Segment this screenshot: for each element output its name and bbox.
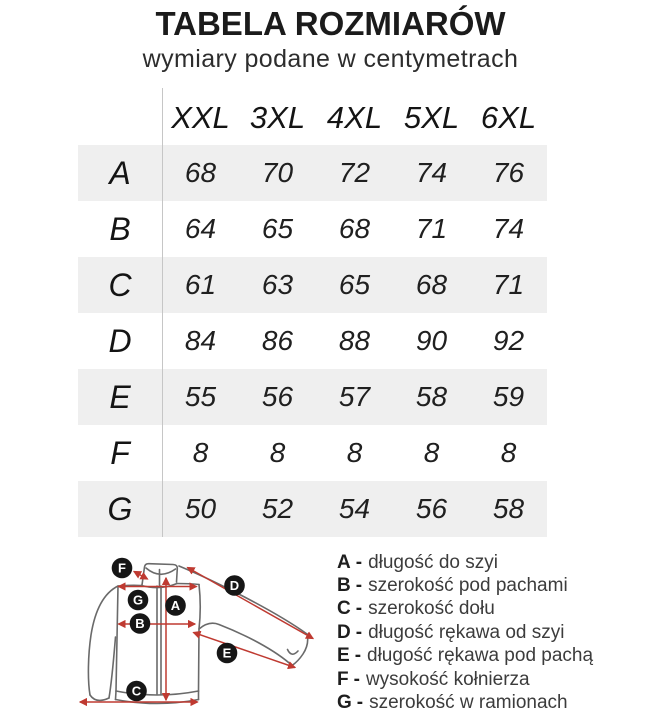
jacket-diagram <box>60 545 340 715</box>
row-label: D <box>108 322 132 359</box>
table-row-a <box>78 145 547 201</box>
size-value-cell: 74 <box>415 157 448 188</box>
legend-text: długość do szyi <box>368 551 498 573</box>
size-col-header-4xl: 4XL <box>326 99 383 135</box>
page-title: TABELA ROZMIARÓW <box>155 5 506 42</box>
row-label: B <box>109 210 131 247</box>
legend-dash: - <box>355 621 363 643</box>
legend-dash: - <box>355 551 363 573</box>
size-value-cell: 57 <box>338 381 371 412</box>
legend-letter: G <box>337 692 352 714</box>
row-label: C <box>108 266 132 303</box>
size-value-cell: 64 <box>184 213 217 244</box>
row-label: F <box>110 434 130 471</box>
size-value-cell: 58 <box>415 381 448 412</box>
svg-text:G: G <box>132 592 144 608</box>
legend-dash: - <box>353 668 360 690</box>
table-column-divider <box>162 88 163 537</box>
badge-d <box>224 575 245 596</box>
size-value-cell: 55 <box>184 381 217 412</box>
table-row-c <box>78 257 547 313</box>
measure-line-d <box>188 568 314 639</box>
page-subtitle: wymiary podane w centymetrach <box>142 45 519 73</box>
table-row-d <box>78 313 547 369</box>
size-value-cell: 63 <box>261 269 294 300</box>
legend-item-g <box>337 691 593 714</box>
size-value-cell: 50 <box>184 493 217 524</box>
legend-letter: B <box>337 575 351 597</box>
size-value-cell: 8 <box>500 437 517 468</box>
badge-c <box>126 681 147 702</box>
size-value-cell: 71 <box>415 213 448 244</box>
table-row-e <box>78 369 547 425</box>
legend-text: szerokość dołu <box>368 598 495 620</box>
row-label: A <box>109 154 131 191</box>
size-value-cell: 74 <box>492 213 525 244</box>
table-row-b <box>78 201 547 257</box>
size-col-header-3xl: 3XL <box>249 99 306 135</box>
size-table <box>78 90 547 537</box>
size-value-cell: 76 <box>492 157 525 188</box>
measurement-legend <box>337 551 593 715</box>
size-value-cell: 68 <box>415 269 448 300</box>
size-value-cell: 8 <box>423 437 440 468</box>
svg-text:F: F <box>118 560 126 576</box>
size-value-cell: 65 <box>338 269 371 300</box>
size-value-cell: 56 <box>261 381 294 412</box>
corner-cell <box>78 90 162 145</box>
size-value-cell: 61 <box>184 269 217 300</box>
legend-text: wysokość kołnierza <box>365 668 530 690</box>
legend-letter: C <box>337 598 351 620</box>
size-value-cell: 8 <box>346 437 363 468</box>
size-value-cell: 84 <box>184 325 217 356</box>
measure-line-e <box>194 633 296 668</box>
size-value-cell: 68 <box>338 213 371 244</box>
size-value-cell: 68 <box>184 157 217 188</box>
svg-text:B: B <box>135 616 145 631</box>
svg-text:A: A <box>170 598 181 613</box>
size-col-header-xxl: XXL <box>171 99 230 135</box>
legend-item-e <box>337 645 593 668</box>
size-table-header-row <box>78 90 547 145</box>
size-value-cell: 56 <box>415 493 448 524</box>
size-value-cell: 90 <box>415 325 448 356</box>
table-row-f <box>78 425 547 481</box>
size-value-cell: 8 <box>269 437 286 468</box>
size-value-cell: 72 <box>338 157 371 188</box>
size-value-cell: 71 <box>492 269 525 300</box>
size-value-cell: 54 <box>338 493 371 524</box>
legend-item-c <box>337 598 593 621</box>
legend-text: długość rękawa pod pachą <box>367 645 594 667</box>
svg-text:C: C <box>131 683 142 699</box>
size-col-header-5xl: 5XL <box>403 99 460 135</box>
legend-letter: E <box>337 645 350 667</box>
svg-text:D: D <box>229 578 240 593</box>
size-value-cell: 52 <box>261 493 294 524</box>
badge-e <box>217 643 238 664</box>
legend-dash: - <box>355 575 363 597</box>
row-label: G <box>107 490 133 527</box>
legend-dash: - <box>355 598 363 620</box>
measure-line-f <box>134 572 148 580</box>
size-value-cell: 70 <box>261 157 294 188</box>
legend-text: szerokość pod pachami <box>368 575 568 597</box>
legend-dash: - <box>354 645 362 667</box>
legend-item-d <box>337 621 593 644</box>
size-value-cell: 58 <box>492 493 525 524</box>
legend-letter: D <box>337 621 351 643</box>
legend-item-f <box>337 668 593 691</box>
size-value-cell: 92 <box>492 325 525 356</box>
size-col-header-6xl: 6XL <box>480 99 537 135</box>
badge-b <box>130 613 151 634</box>
table-row-g <box>78 481 547 537</box>
legend-text: długość rękawa od szyi <box>368 621 565 643</box>
size-value-cell: 86 <box>261 325 294 356</box>
legend-letter: A <box>337 551 351 573</box>
size-value-cell: 65 <box>261 213 294 244</box>
row-label: E <box>109 378 131 415</box>
size-value-cell: 59 <box>492 381 525 412</box>
legend-text: szerokość w ramionach <box>369 692 568 714</box>
legend-letter: F <box>337 668 349 690</box>
diagram-badges <box>112 558 245 702</box>
svg-text:E: E <box>222 645 232 661</box>
legend-item-a <box>337 551 593 574</box>
legend-dash: - <box>356 692 364 714</box>
badge-g <box>128 590 149 611</box>
size-value-cell: 88 <box>338 325 371 356</box>
badge-a <box>165 595 186 616</box>
legend-item-b <box>337 574 593 597</box>
badge-f <box>112 558 133 579</box>
size-value-cell: 8 <box>192 437 209 468</box>
